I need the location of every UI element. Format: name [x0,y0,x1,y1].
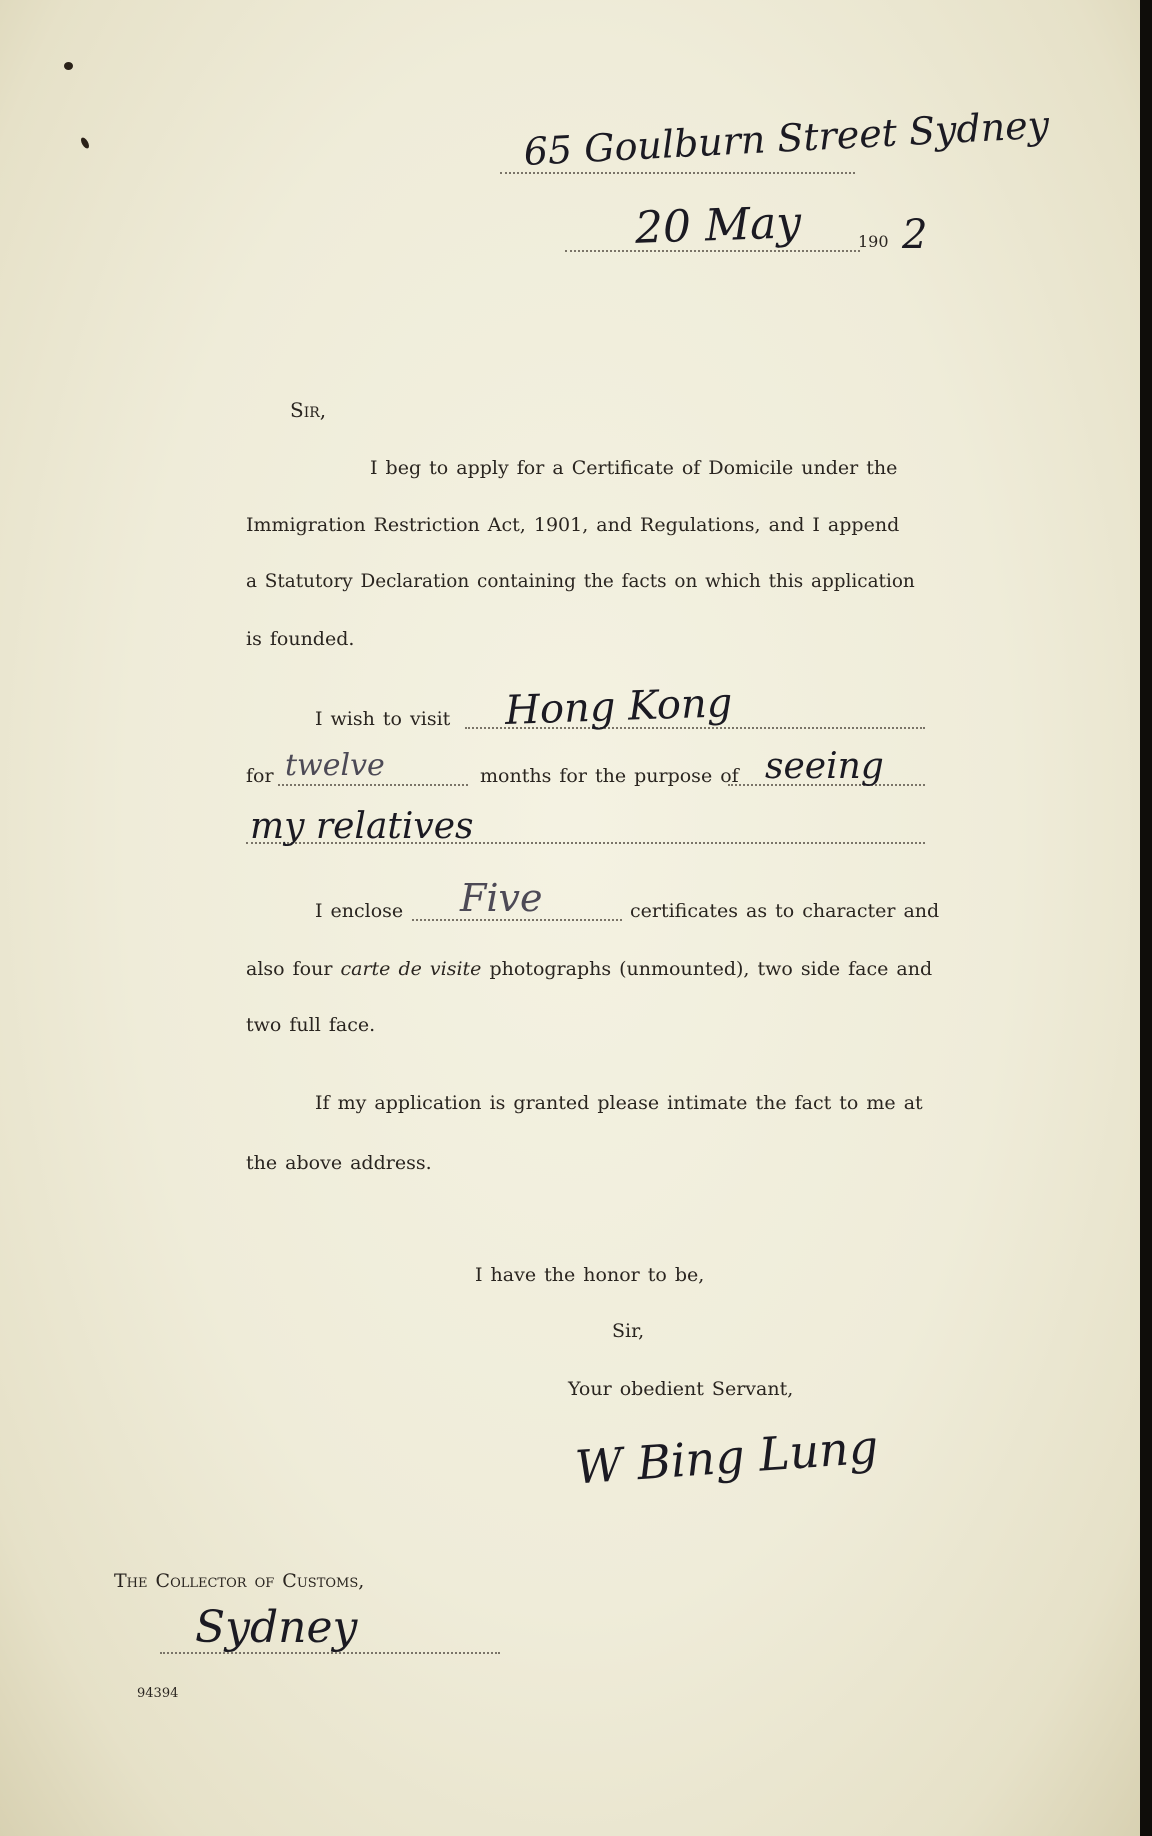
addressee-city: Sydney [195,1602,358,1653]
signature: W Bing Lung [573,1419,880,1495]
photos-line-italic: carte de visite [340,958,482,980]
ink-blot [64,62,73,70]
paragraph-1-line-2: Immigration Restriction Act, 1901, and Regulations, and I append [246,514,900,536]
certificates-label: certificates as to character and [630,900,940,922]
header-year-written: 2 [902,212,928,258]
photos-line [246,958,932,980]
page-edge-shadow [1140,0,1152,1836]
header-year-printed: 190 [858,232,889,251]
months-underline [278,784,468,786]
months-label: months for the purpose of [480,765,739,787]
paragraph-1-line-3: a Statutory Declaration containing the facts on which this application [246,571,915,592]
enclose-label: I enclose [315,900,404,922]
closing-line-2: Sir, [612,1320,645,1342]
purpose-value-part-1: seeing [765,746,884,787]
paragraph-3-line-2: the above address. [246,1152,432,1174]
photos-line-post: photographs (unmounted), two side face and [489,958,933,980]
header-date: 20 May [634,197,802,254]
header-address: 65 Goulburn Street Sydney [522,102,1051,174]
paragraph-1-line-4: is founded. [246,628,355,650]
purpose-value-part-2: my relatives [250,806,474,847]
paragraph-1-line-1: I beg to apply for a Certificate of Domicile under the [370,457,898,479]
for-label: for [246,765,274,787]
months-value: twelve [285,748,385,783]
photos-line-end: two full face. [246,1014,376,1036]
visit-destination: Hong Kong [504,680,734,734]
addressee-title: The Collector of Customs, [114,1570,365,1592]
visit-label: I wish to visit [315,708,451,730]
salutation: Sir, [290,398,327,422]
form-number: 94394 [137,1686,179,1701]
closing-line-3: Your obedient Servant, [568,1378,794,1400]
ink-mark [79,136,90,149]
closing-line-1: I have the honor to be, [475,1264,705,1286]
photos-line-pre: also four [246,958,333,980]
paragraph-3-line-1: If my application is granted please intimate the fact to me at [315,1092,923,1114]
enclose-value: Five [460,876,543,920]
